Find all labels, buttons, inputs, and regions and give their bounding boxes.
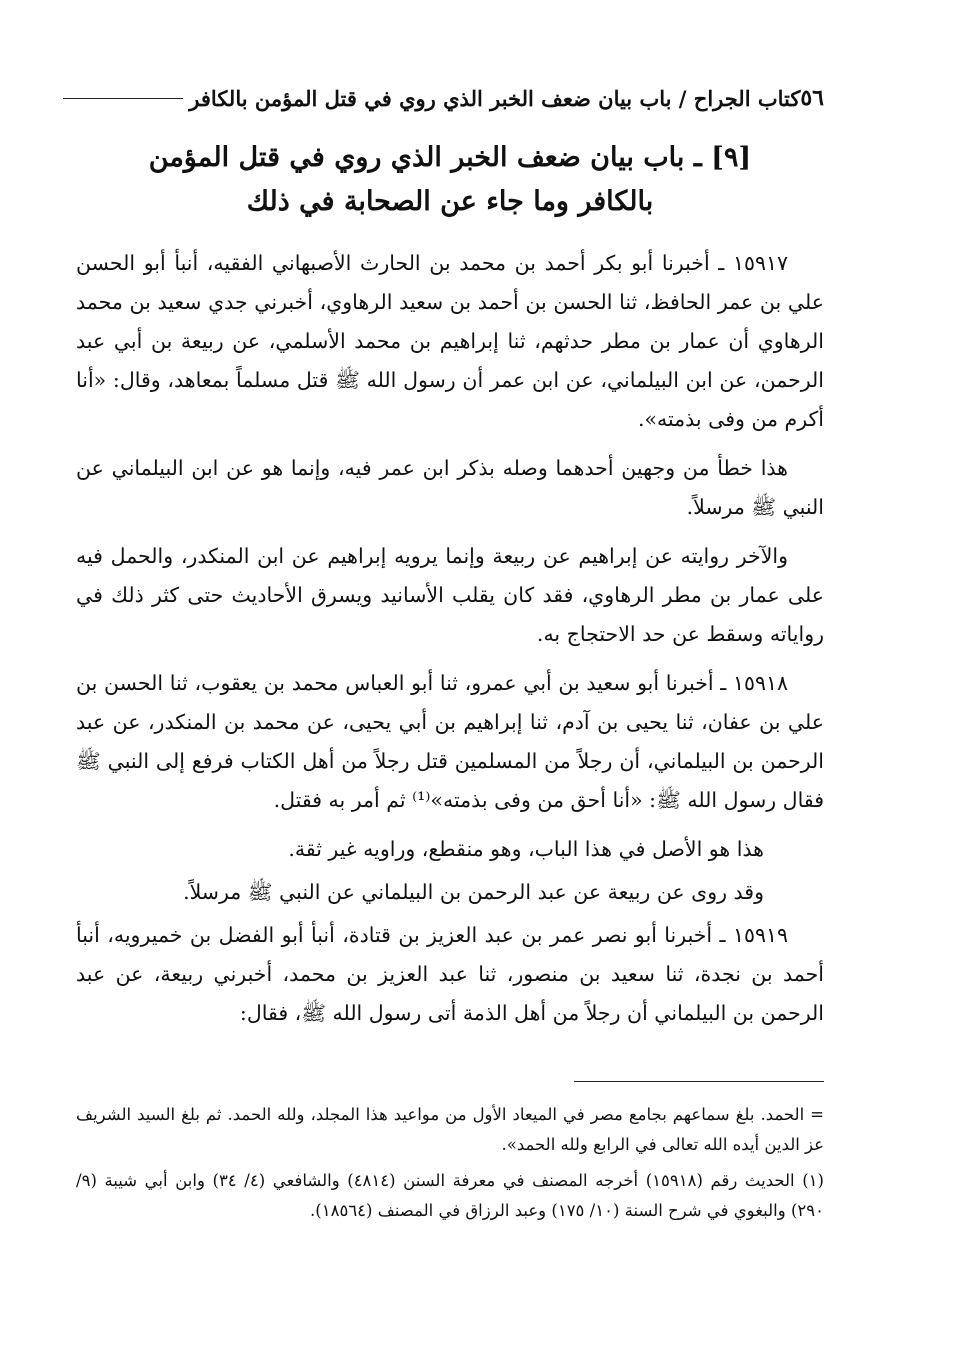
commentary-paragraph-4: وقد روى عن ربيعة عن عبد الرحمن بن البيلماني عن النبي ﷺ مرسلاً.	[183, 880, 764, 904]
footnote-1: (١) الحديث رقم (١٥٩١٨) أخرجه المصنف في معرفة السنن (٤٨١٤) والشافعي (٤/ ٣٤) وابن أبي شيبة (٩/ ٢٩٠) والبغوي في شرح السنة (١٠/ ١٧٥) وعبد الرزاق في المصنف (١٨٥٦٤).	[76, 1171, 824, 1220]
footnote-separator	[574, 1081, 824, 1082]
commentary-paragraph-3: هذا هو الأصل في هذا الباب، وهو منقطع، وراويه غير ثقة.	[288, 837, 764, 861]
book-page	[76, 78, 824, 1232]
chapter-title-line-2: بالكافر وما جاء عن الصحابة في ذلك	[246, 186, 654, 217]
commentary-paragraph-1: هذا خطأ من وجهين أحدهما وصله بذكر ابن عمر فيه، وإنما هو عن ابن البيلماني عن النبي ﷺ مرسلاً.	[76, 456, 824, 519]
footnote-continuation: = الحمد. بلغ سماعهم بجامع مصر في الميعاد الأول من مواعيد هذا المجلد، ولله الحمد. ثم بلغ السيد الشريف عز الدين أيده الله تعالى في الرابع ولله الحمد».	[76, 1105, 824, 1154]
page-number: ٥٦	[800, 85, 824, 111]
hadith-15917: ١٥٩١٧ ـ أخبرنا أبو بكر أحمد بن محمد بن الحارث الأصبهاني الفقيه، أنبأ أبو الحسن علي بن عمر الحافظ، ثنا الحسن بن أحمد بن سعيد الرهاوي، أخبرني جدي سعيد بن محمد الرهاوي أن عمار بن مطر حدثهم، ثنا إبراهيم بن محمد الأسلمي، عن ربيعة بن أبي عبد الرحمن، عن ابن البيلماني، عن ابن عمر أن رسول الله ﷺ قتل مسلماً بمعاهد، وقال: «أنا أكرم من وفى بذمته».	[76, 251, 824, 431]
running-title-group	[59, 86, 800, 111]
chapter-title	[76, 136, 824, 224]
running-header	[76, 78, 824, 118]
hadith-15919: ١٥٩١٩ ـ أخبرنا أبو نصر عمر بن عبد العزيز بن قتادة، أنبأ أبو الفضل بن خميرويه، أنبأ أحمد بن نجدة، ثنا سعيد بن منصور، ثنا عبد العزيز بن محمد، أخبرني ربيعة، عن عبد الرحمن بن البيلماني أن رجلاً من أهل الذمة أتى رسول الله ﷺ، فقال:	[76, 923, 824, 1025]
running-title: كتاب الجراح / باب بيان ضعف الخبر الذي روي في قتل المؤمن بالكافر	[189, 85, 801, 111]
commentary-paragraph-2: والآخر روايته عن إبراهيم عن ربيعة وإنما يرويه إبراهيم عن ابن المنكدر، والحمل فيه على عمار بن مطر الرهاوي، فقد كان يقلب الأسانيد ويسرق الأحاديث حتى كثر ذلك في رواياته وسقط عن حد الاحتجاج به.	[76, 544, 824, 646]
hadith-15918: ١٥٩١٨ ـ أخبرنا أبو سعيد بن أبي عمرو، ثنا أبو العباس محمد بن يعقوب، ثنا الحسن بن علي بن عفان، ثنا يحيى بن آدم، ثنا إبراهيم بن أبي يحيى، عن محمد بن المنكدر، عن عبد الرحمن بن البيلماني، أن رجلاً من المسلمين قتل رجلاً من أهل الكتاب فرفع إلى النبي ﷺ فقال رسول الله ﷺ: «أنا أحق من وفى بذمته»⁽¹⁾ ثم أمر به فقتل.	[76, 671, 824, 812]
chapter-title-line-1: [٩] ـ باب بيان ضعف الخبر الذي روي في قتل المؤمن	[148, 142, 752, 173]
header-rule	[63, 98, 183, 99]
